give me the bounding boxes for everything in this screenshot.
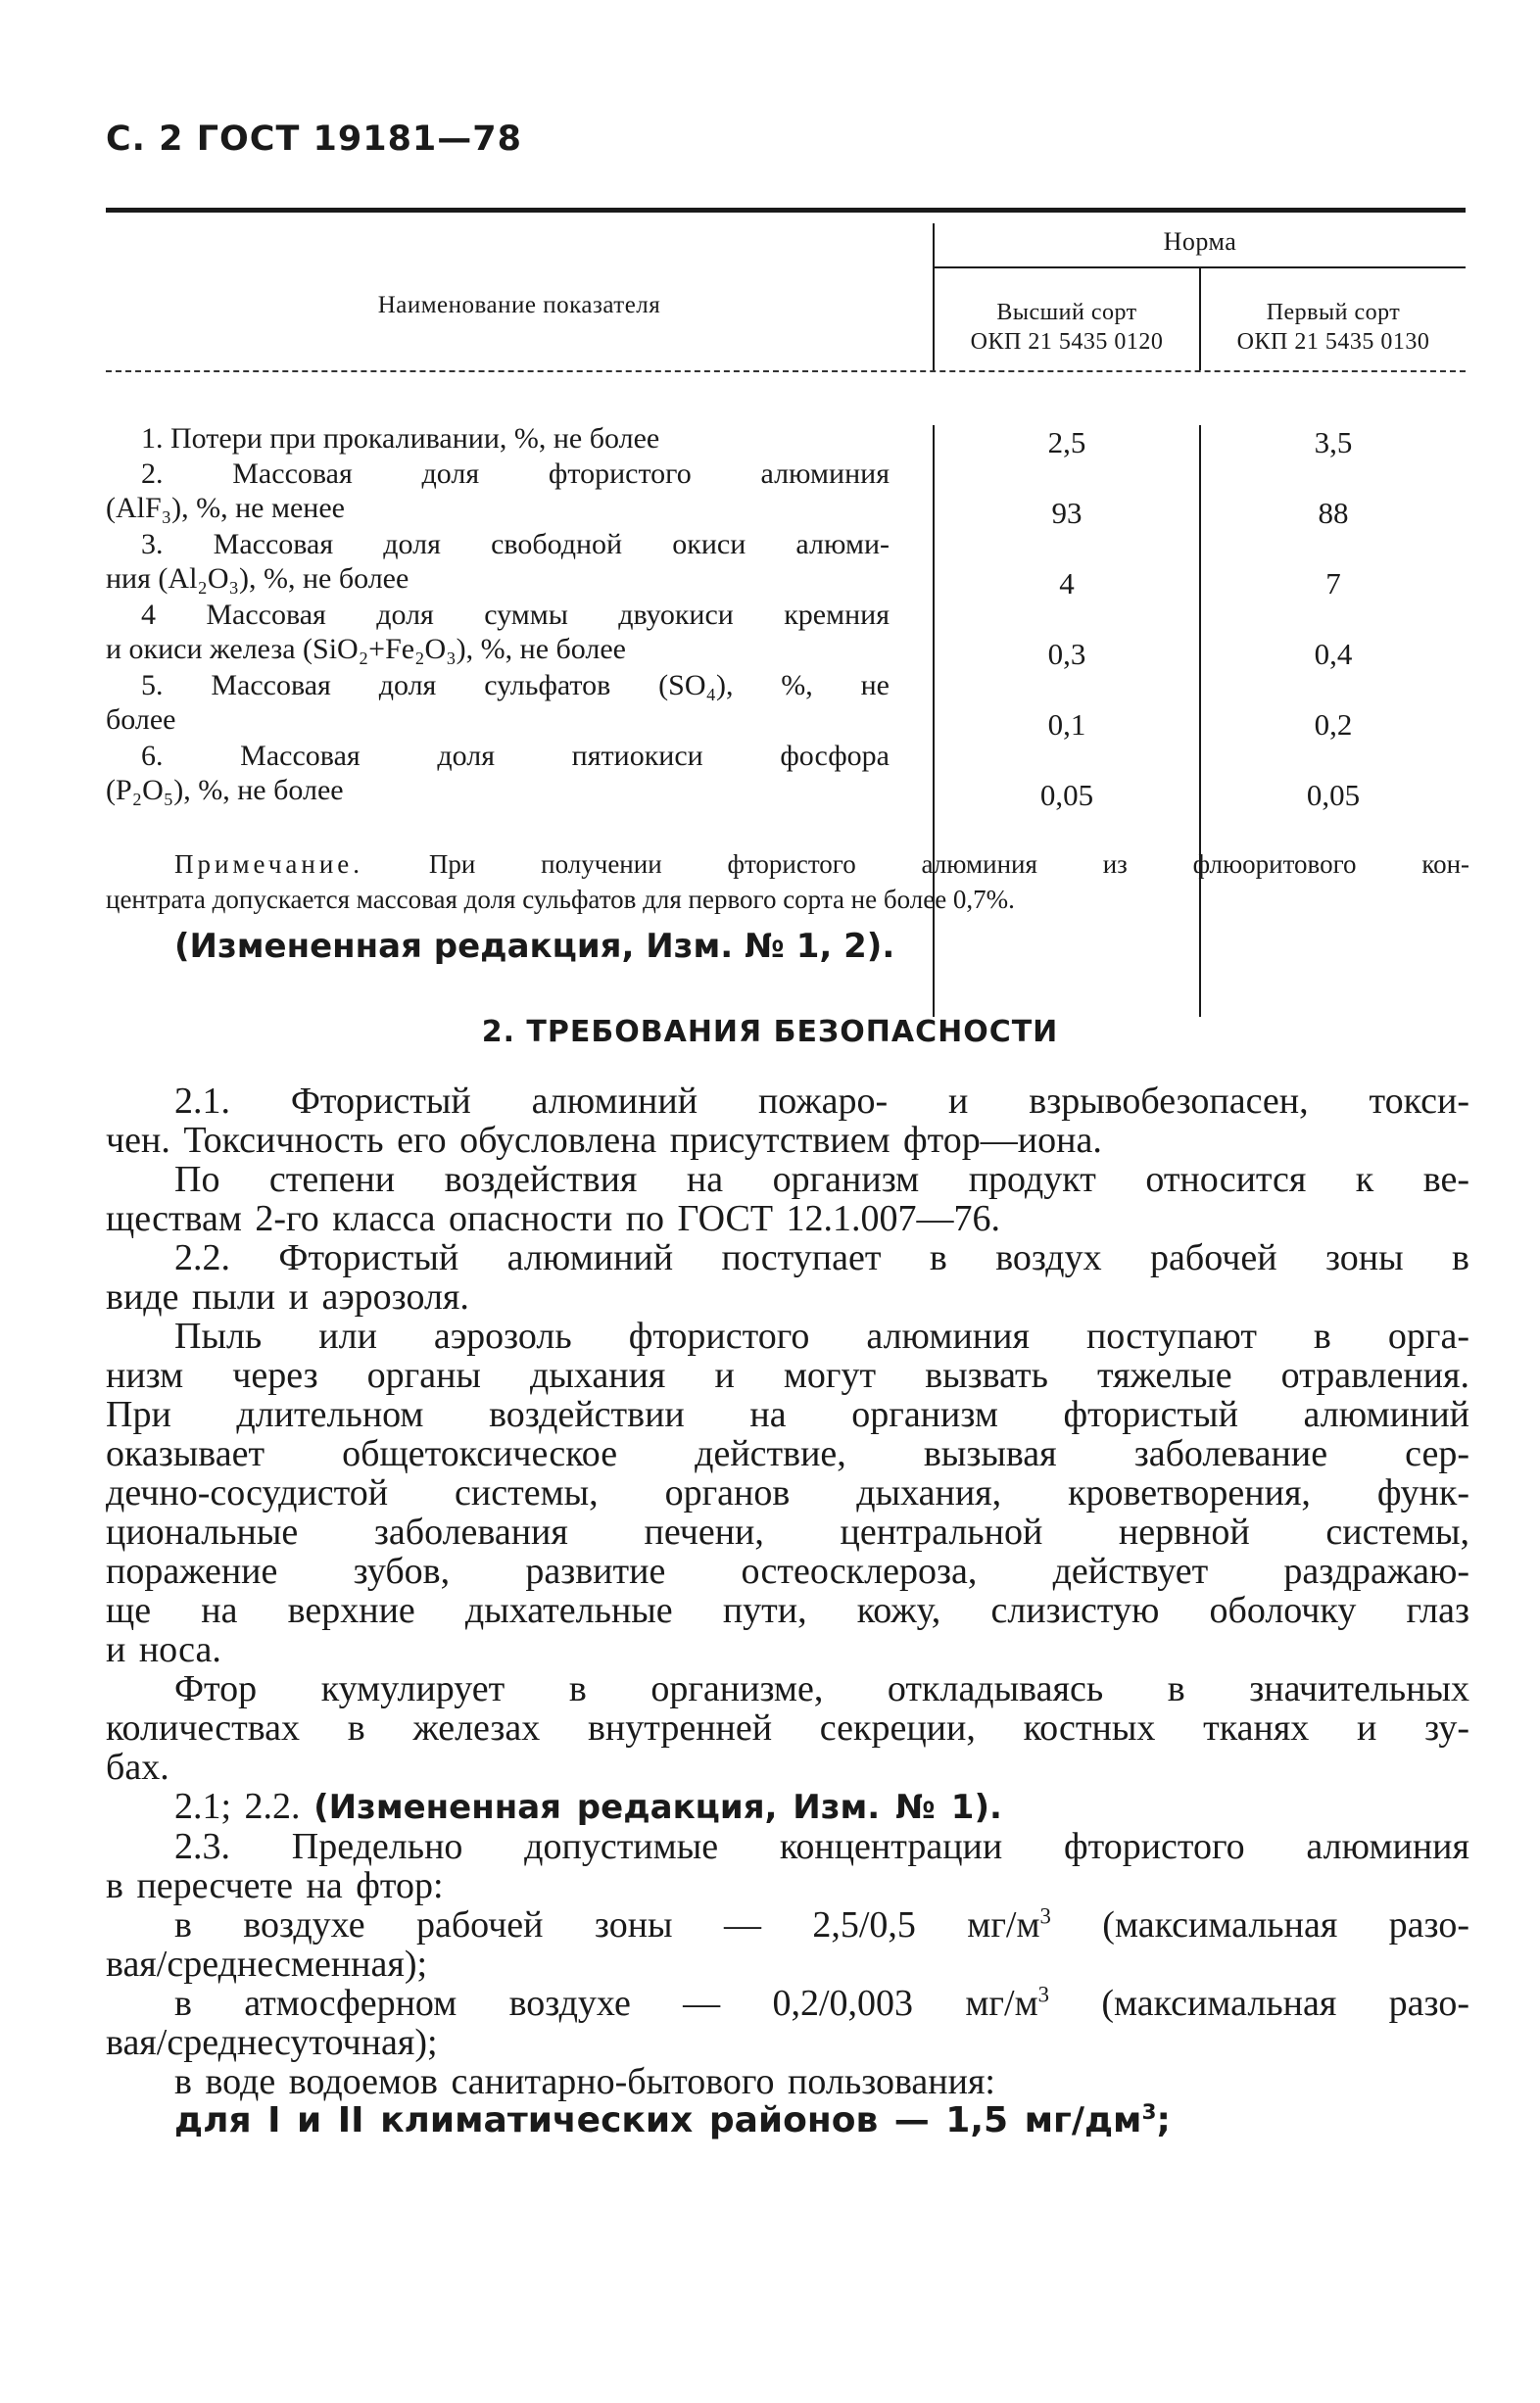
header-norm: Норма xyxy=(1163,227,1237,256)
header-grade-first xyxy=(1201,298,1466,357)
page-header: С. 2 ГОСТ 19181—78 xyxy=(106,120,522,159)
paragraph-water: в воде водоемов санитарно-бытового пользования: xyxy=(174,2061,995,2102)
table-cell-3-first: 7 xyxy=(1325,566,1341,601)
grade-first-code: ОКП 21 5435 0130 xyxy=(1236,329,1430,355)
table-top-rule xyxy=(106,208,1466,213)
table-header-rule xyxy=(106,370,1466,372)
table-cell-4-first: 0,4 xyxy=(1314,637,1353,671)
header-grade-top xyxy=(935,298,1199,357)
table-cell-2-top: 93 xyxy=(1051,496,1083,530)
table-cell-4-top: 0,3 xyxy=(1047,637,1086,671)
table-cell-1-top: 2,5 xyxy=(1047,425,1086,459)
table-cell-5-first: 0,2 xyxy=(1314,707,1353,742)
table-row-label-4: 4 Массовая доля суммы двуокиси кремния и окиси железа (SiO₂+Fe₂O₃), %, не более xyxy=(106,599,890,665)
paragraph-fluorine: Фтор кумулирует в организме, откладываясь в значительных количествах в железах внутренней секреции, костных тканях и зу- бах. xyxy=(106,1668,1469,1788)
paragraph-hazard-class: По степени воздействия на организм продукт относится к ве- ществам 2-го класса опасности по ГОСТ 12.1.007—76. xyxy=(106,1159,1469,1239)
table-row-label-3: 3. Массовая доля свободной окиси алюми- ния (Al₂O₃), %, не более xyxy=(106,528,890,595)
paragraph-2-3: 2.3. Предельно допустимые концентрации фтористого алюминия в пересчете на фтор: xyxy=(106,1826,1469,1906)
grade-top-code: ОКП 21 5435 0120 xyxy=(970,329,1164,355)
table-cell-6-first: 0,05 xyxy=(1306,778,1361,812)
paragraph-air-work: в воздухе рабочей зоны — 2,5/0,5 $мг/м^3$ (максимальная разо- вая/среднесменная); xyxy=(106,1903,1469,1985)
table-cell-1-first: 3,5 xyxy=(1314,425,1353,459)
table-cell-5-top: 0,1 xyxy=(1047,707,1086,742)
section-body xyxy=(106,1081,1469,2140)
header-indicator: Наименование показателя xyxy=(377,292,661,318)
table-note xyxy=(106,846,1469,917)
note-line-1: При получении фтористого алюминия из флюоритового кон- xyxy=(428,849,1470,879)
paragraph-2-2: 2.2. Фтористый алюминий поступает в воздух рабочей зоны в виде пыли и аэрозоля. xyxy=(106,1237,1469,1318)
note-line-2: центрата допускается массовая доля сульфатов для первого сорта не более 0,7%. xyxy=(106,885,1015,914)
table-cell-2-first: 88 xyxy=(1318,496,1349,530)
note-label: Примечание. xyxy=(174,849,364,879)
paragraph-air-atm: в атмосферном воздухе — 0,2/0,003 $мг/м^3$ (максимальная разо- вая/среднесуточная); xyxy=(106,1982,1469,2063)
table-cell-3-top: 4 xyxy=(1059,566,1075,601)
table-row-label-2: 2. Массовая доля фтористого алюминия (AlF₃), %, не менее xyxy=(106,457,890,524)
grade-first-name: Первый сорт xyxy=(1266,300,1401,325)
table-row-label-1: 1. Потери при прокаливании, %, не более xyxy=(141,422,660,455)
paragraph-2-1: 2.1. Фтористый алюминий пожаро- и взрывобезопасен, токси- чен. Токсичность его обусловлена присутствием фтор—иона. xyxy=(106,1081,1469,1161)
paragraph-climate: для I и II климатических районов — 1,5 $мг/дм^3$; xyxy=(174,2100,1171,2140)
paragraph-effects: Пыль или аэрозоль фтористого алюминия поступают в орга- низм через органы дыхания и могут вызвать тяжелые отравления. При длительном воздействии на организм фтористый алюминий оказывает общетоксическое действие, вызывая заболевание сер- дечно-сосудистой системы, органов дыхания, кроветворения, функ- циональные заболевания печени, центральной нервной системы, поражение зубов, развитие остеосклероза, действует раздражаю- ще на верхние дыхательные пути, кожу, слизистую оболочку глаз и носа. xyxy=(106,1316,1469,1670)
table-cell-6-top: 0,05 xyxy=(1039,778,1094,812)
paragraph-amendment-1: 2.1; 2.2. (Измененная редакция, Изм. № 1). xyxy=(174,1786,1002,1827)
table-row-label-5: 5. Массовая доля сульфатов (SO₄), %, не более xyxy=(106,669,890,736)
grade-top-name: Высший сорт xyxy=(996,300,1137,325)
amendment-1-2: (Измененная редакция, Изм. № 1, 2). xyxy=(174,927,895,966)
table-row-label-6: 6. Массовая доля пятиокиси фосфора (P₂O₅), %, не более xyxy=(106,740,890,806)
section-title: 2. ТРЕБОВАНИЯ БЕЗОПАСНОСТИ xyxy=(481,1015,1059,1049)
